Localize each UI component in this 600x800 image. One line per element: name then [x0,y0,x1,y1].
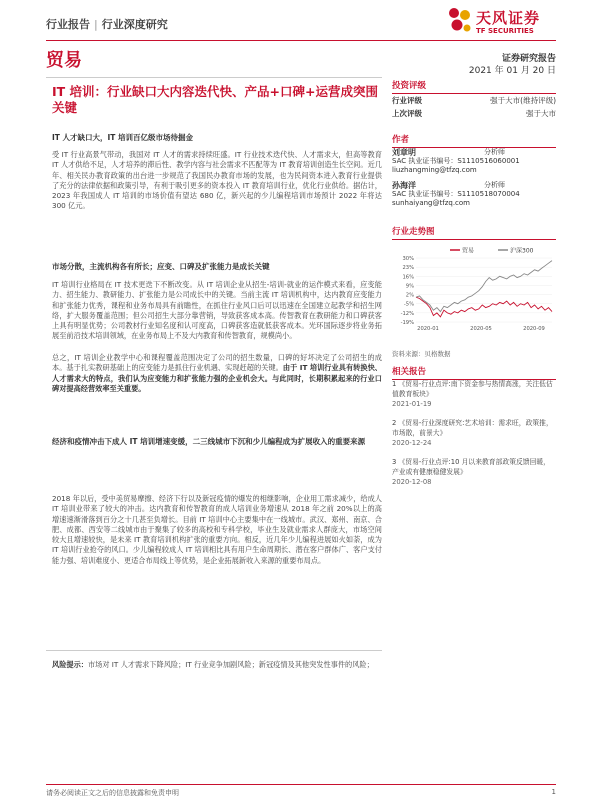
related-report-title[interactable]: 1 《贸易-行业点评:南下资金参与热情高涨，关注低估值教育板块》 [392,380,553,398]
industry-rating-row [392,95,556,106]
analyst-name: 刘章明 [392,148,416,157]
section-heading: 经济和疫情冲击下成人 IT 培训增速变缓，二三线城市下沉和少儿编程成为扩展收入的重要来源 [52,437,366,446]
y-tick-label: -5% [403,301,414,308]
last-rating-row [392,108,556,119]
related-report-date: 2020-12-08 [392,477,432,486]
y-tick-label: 16% [402,274,414,281]
page-number: 1 [551,788,556,796]
chart-source: 资料来源：贝格数据 [392,350,451,358]
analyst-role: 分析师 [484,148,505,156]
analyst-email[interactable]: sunhaiyang@tfzq.com [392,199,471,207]
section-heading: 市场分散，主流机构各有所长；应变、口碑及扩张能力是成长关键 [52,262,270,271]
x-tick-label: 2020-05 [470,326,492,332]
related-report-title[interactable]: 3 《贸易-行业点评:10 月以来教育部政策反馈回暖，产业或有健康稳健发展》 [392,458,550,476]
authors-heading: 作者 [392,133,556,148]
footer-divider [46,784,556,785]
y-tick-label: 30% [402,256,414,262]
analyst-card [392,148,556,175]
industry-rating-label: 行业评级 [392,96,422,105]
risk-text: 市场对 IT 人才需求下降风险；IT 行业竞争加剧风险；新冠疫情及其他突发性事件的风险； [87,660,374,669]
related-report-title[interactable]: 2 《贸易-行业深度研究:艺术培训：需求旺，政策推，市场散，前景大》 [392,419,553,437]
legend-label: 沪深300 [510,247,534,255]
summary-text: 总之，IT 培训企业教学中心和课程覆盖范围决定了公司的招生数量，口碑的好坏决定了公司招生的成本。基于扎实教研基础上的应变能力是抓住行业机遇、实现赶超的关键。 [52,353,382,373]
x-tick-label: 2020-01 [417,326,439,332]
breadcrumb-report-type: 行业报告 [46,18,90,31]
related-report-item[interactable] [392,380,556,409]
y-tick-label: 23% [402,265,414,272]
related-report-date: 2021-01-19 [392,399,432,408]
report-type: 证券研究报告 [501,54,556,64]
series-line [416,297,552,317]
last-rating-label: 上次评级 [392,109,422,118]
y-tick-label: 9% [405,283,414,290]
trend-chart [392,244,556,334]
analyst-cert: SAC 执业证书编号：S1110518070004 [392,190,520,198]
section-paragraph: 受 IT 行业高景气带动，我国对 IT 人才的需求持续旺盛。IT 行业技术迭代快、人才需求大，但高等教育 IT 人才供给不足，人才培养的滞后性、教学内容与社会需求不匹配等为 IT 教育培训创造生长空间。近几年、相关民办教育政策的出台进一步规范了我国民办教育市场的发展，也为民间资本进入教育行业提供了充分的法律依据和政策引导，有利于吸引更多的资本投入 IT 教育培训行业，优化行业供给。据估计，2023 年我国成人 IT 培训的市场价值有望达 680 亿，新兴起的少儿编程培训市场预计 2022 年将达 300 亿元。 [52,150,382,211]
breadcrumb [46,16,168,32]
title-divider [46,77,382,78]
summary-emphasis: 由于 IT 培训行业具有转换快、人才需求大的特点，我们认为应变能力和扩张能力强的企业机会大。与此同时，长期积累起来的行业口碑对提高经营效率至关重要。 [52,363,382,393]
breadcrumb-separator: | [94,18,98,31]
section-paragraph: 2018 年以后，受中美贸易摩擦、经济下行以及新冠疫情的爆发的相继影响，企业用工需求减少，给成人 IT 培训业带来了较大的冲击。达内教育和传智教育的成人培训业务增速从 2018 年之前 20%以上的高增速速渐滑落到百分之十几甚至负增长。目前 IT 培训中心主要集中在一线城市。武汉、郑州、南京、合肥、成都、西安等二线城市由于聚集了较多的高校和专科学校，毕业生及就业需求人群庞大，市场空间较大且增速较快，是未来 IT 教育培训机构扩张的重要方向。相反，近几年少儿编程进展如火如荼，成为 IT 培训行业抢夺的风口。少儿编程较成人 IT 培训相比具有用户生命周期长、潜在客户群体广、客户支付能力强、培训难度小、更适合布局线上等优势，是企业拓展新收入来源的重要布局点。 [52,494,382,565]
analyst-role: 分析师 [484,181,505,189]
section-paragraph: IT 培训行业格局在 IT 技术更迭下不断改变。从 IT 培训企业从招生-培训-就业的运作模式来看，应变能力、招生能力、教研能力、扩张能力是公司成长中的关键。当前主流 IT 培训机构中，达内教育应变能力和扩张能力优秀，课程和业务布局具有前瞻性，在抓住行业风口后可以迅速在全国建立起教学和招生网络，扩大服务覆盖范围；但公司招生大部分靠营销，导致获客成本高。传智教育在教研能力和口碑获客上具有明显优势；公司教材行业知名度和认可度高，口碑获客造就低获客成本。光环国际逐步将业务拓展至前沿技术培训领域，在业务布局上不及大内教育和传智教育，规模尚小。 [52,280,382,341]
y-tick-label: -19% [400,320,414,326]
breadcrumb-report-subtype: 行业深度研究 [101,18,168,31]
analyst-email[interactable]: liuzhangming@tfzq.com [392,166,477,174]
report-headline: IT 培训：行业缺口大内容迭代快、产品+口碑+运营成突围关键 [52,84,378,115]
report-date: 2021 年 01 月 20 日 [468,66,556,76]
brand-logo-icon [446,6,472,36]
industry-rating-value: 强于大市(维持评级) [490,96,556,105]
section-paragraph [52,353,382,394]
header-divider [46,40,556,41]
brand-name-en: TF SECURITIES [476,27,534,35]
trend-heading: 行业走势图 [392,225,556,240]
footer-disclaimer: 请务必阅读正文之后的信息披露和免责申明 [46,789,179,797]
risk-divider [46,650,382,651]
related-heading: 相关报告 [392,365,556,380]
analyst-name: 孙海洋 [392,181,416,190]
footer [46,788,556,798]
section-heading: IT 人才缺口大，IT 培训百亿级市场待掘金 [52,133,194,142]
y-tick-label: 2% [405,292,414,299]
related-report-date: 2020-12-24 [392,438,432,447]
risk-warning [52,660,382,670]
risk-label: 风险提示： [52,660,88,669]
x-tick-label: 2020-09 [523,326,545,332]
brand-name-cn: 天风证券 [476,9,541,27]
related-report-item[interactable] [392,458,556,487]
last-rating-value: 强于大市 [526,109,556,118]
brand-logo [446,6,556,40]
rating-heading: 投资评级 [392,79,556,94]
analyst-cert: SAC 执业证书编号：S1110516060001 [392,157,520,165]
legend-label: 贸易 [462,247,475,255]
y-tick-label: -12% [400,310,414,317]
related-report-item[interactable] [392,419,556,448]
analyst-card [392,181,556,208]
industry-title: 贸易 [46,50,82,71]
